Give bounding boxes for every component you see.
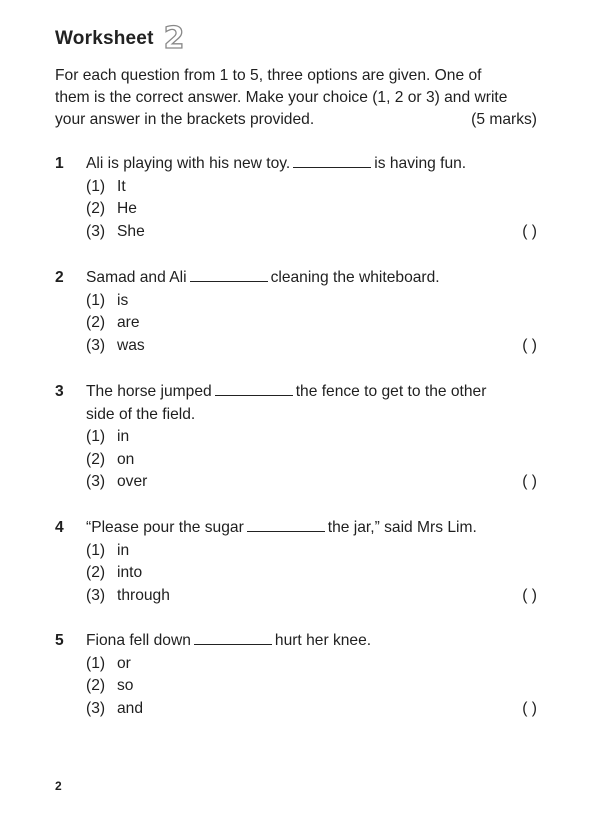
option-text: through [117, 586, 170, 604]
instructions [55, 65, 537, 131]
total-marks: (5 marks) [471, 111, 537, 128]
question-number: 5 [55, 632, 64, 649]
instruction-line-text: your answer in the brackets provided. [55, 111, 315, 128]
question-5 [55, 630, 537, 720]
option-text: or [117, 654, 131, 672]
instruction-line [55, 109, 537, 131]
option [55, 426, 537, 449]
option-number: (3) [86, 336, 106, 354]
answer-blank [293, 153, 371, 168]
option-text: on [117, 450, 135, 468]
question-number: 2 [55, 269, 64, 286]
option [55, 675, 537, 698]
option-number: (1) [86, 428, 106, 445]
option [55, 471, 537, 494]
option-text: into [117, 564, 143, 581]
option [55, 176, 537, 199]
option [55, 449, 537, 472]
option [55, 221, 537, 244]
answer-blank [247, 517, 325, 532]
answer-bracket[interactable]: ( ) [522, 586, 537, 604]
answer-blank [215, 381, 293, 396]
option-number: (1) [86, 291, 106, 309]
instruction-line: For each question from 1 to 5, three options are given. One of [55, 67, 482, 84]
question-text: The horse jumped the fence to get to the other [86, 383, 487, 400]
question-number: 3 [55, 383, 64, 400]
question-4 [55, 517, 537, 607]
question-stem [55, 630, 537, 653]
option [55, 653, 537, 676]
option [55, 290, 537, 313]
answer-bracket[interactable]: ( ) [522, 699, 537, 717]
option-text: He [117, 200, 137, 217]
question-text: Samad and Ali cleaning the whiteboard. [86, 269, 440, 286]
option-text: is [117, 291, 129, 309]
question-text: Ali is playing with his new toy. is having fun. [86, 155, 467, 172]
option [55, 198, 537, 221]
question-text: Fiona fell down hurt her knee. [86, 632, 372, 649]
question-text: side of the field. [86, 405, 196, 423]
option-number: (2) [86, 564, 106, 581]
option-number: (3) [86, 586, 106, 604]
option-number: (2) [86, 450, 106, 468]
question-1 [55, 153, 537, 243]
option-number: (3) [86, 222, 106, 240]
answer-bracket[interactable]: ( ) [522, 336, 537, 354]
option-text: are [117, 314, 140, 331]
question-stem [55, 267, 537, 290]
question-text: “Please pour the sugar the jar,” said Mrs Lim. [86, 519, 477, 536]
option-text: She [117, 222, 145, 240]
answer-bracket[interactable]: ( ) [522, 473, 537, 490]
option-text: It [117, 177, 126, 195]
option-number: (3) [86, 473, 106, 490]
option [55, 698, 537, 721]
option [55, 312, 537, 335]
option-number: (1) [86, 654, 106, 672]
option-text: was [117, 336, 145, 354]
option-text: and [117, 699, 144, 717]
question-number: 4 [55, 519, 64, 536]
option [55, 562, 537, 585]
option-number: (1) [86, 177, 106, 195]
answer-blank [190, 267, 268, 282]
question-stem [55, 153, 537, 176]
answer-blank [194, 630, 272, 645]
option-number: (2) [86, 314, 106, 331]
option-text: in [117, 541, 130, 559]
option-number: (2) [86, 200, 106, 217]
answer-bracket[interactable]: ( ) [522, 222, 537, 240]
question-3 [55, 381, 537, 494]
question-stem [55, 517, 537, 540]
option-text: over [117, 473, 148, 490]
option [55, 335, 537, 358]
option-number: (2) [86, 677, 106, 694]
worksheet-number-badge: 2 [163, 21, 185, 56]
page-number: 2 [55, 779, 62, 793]
question-stem [55, 381, 537, 404]
worksheet-title [55, 21, 185, 56]
option [55, 540, 537, 563]
instruction-line: them is the correct answer. Make your choice (1, 2 or 3) and write [55, 89, 508, 106]
option-text: so [117, 677, 134, 694]
option-text: in [117, 428, 130, 445]
question-2 [55, 267, 537, 357]
question-stem-continued [55, 404, 537, 427]
option-number: (1) [86, 541, 106, 559]
worksheet-title-text: Worksheet [55, 28, 154, 49]
option-number: (3) [86, 699, 106, 717]
question-number: 1 [55, 155, 64, 172]
option [55, 585, 537, 608]
